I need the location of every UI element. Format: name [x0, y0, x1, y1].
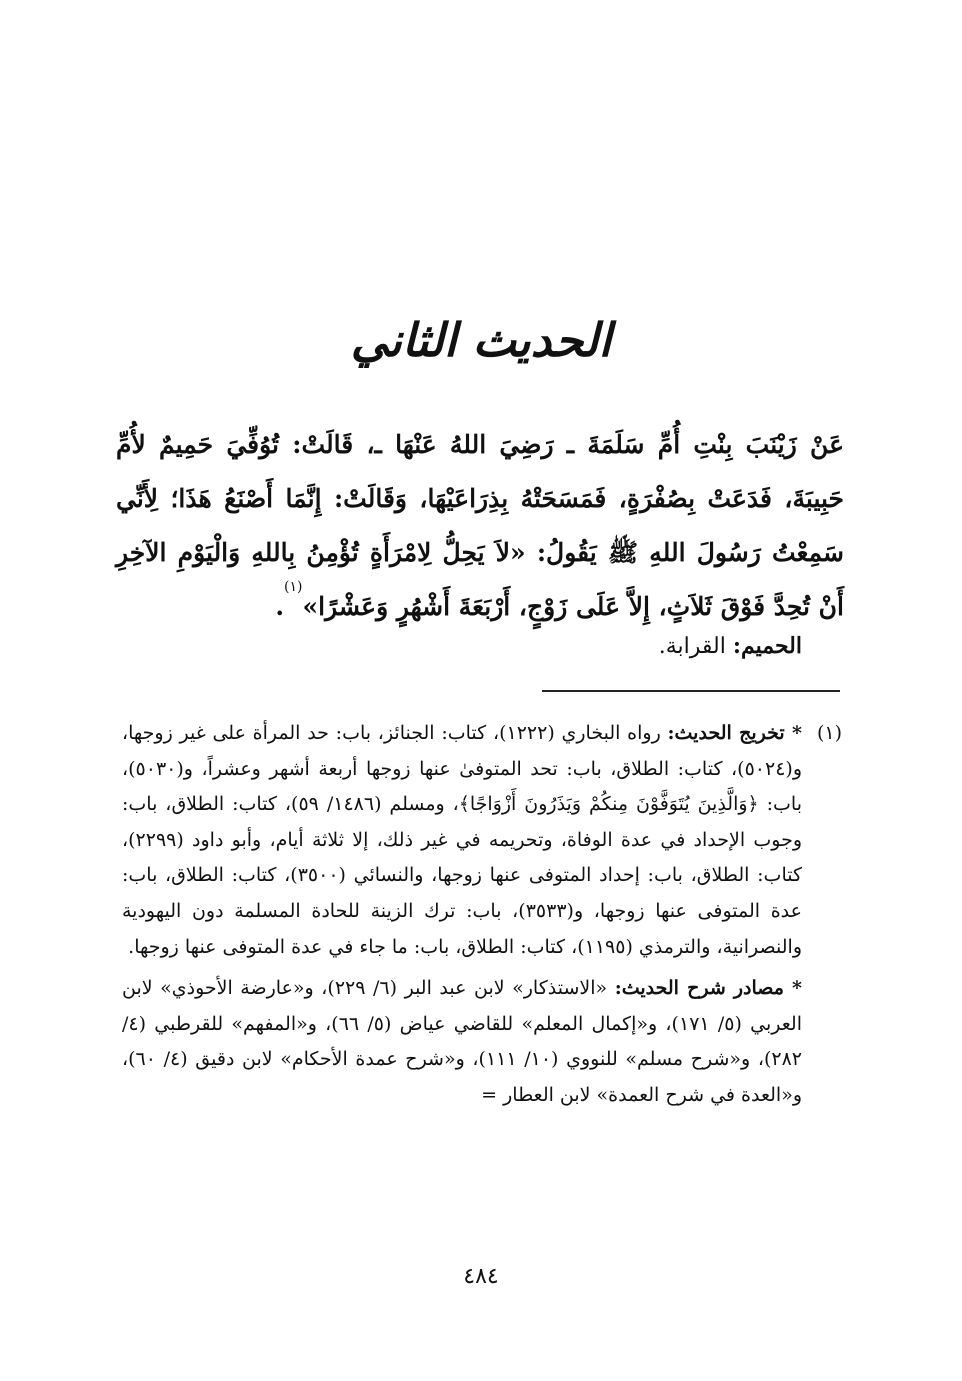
gloss-definition: القرابة.	[658, 634, 726, 659]
footnote-heading: * مصادر شرح الحديث:	[614, 977, 802, 1000]
hadith-body: عَنْ زَيْنَبَ بِنْتِ أُمِّ سَلَمَةَ ـ رَضِيَ اللهُ عَنْهَا ـ، قَالَتْ: تُوُفِّيَ حَمِيمٌ لأُمِّ حَبِيبَةَ، فَدَعَتْ بِصُفْرَةٍ، فَمَسَحَتْهُ بِذِرَاعَيْهَا، وَقَالَتْ: إِنَّمَا أَصْنَعُ هَذَا؛ لِأَنِّي سَمِعْتُ رَسُولَ اللهِ ﷺ يَقُولُ: «لاَ يَحِلُّ لِامْرَأَةٍ تُؤْمِنُ بِاللهِ وَالْيَوْمِ الآخِرِ أَنْ تُحِدَّ فَوْقَ ثَلاَثٍ، إِلاَّ عَلَى زَوْجٍ، أَرْبَعَةَ أَشْهُرٍ وَعَشْرًا»	[116, 430, 844, 621]
hadith-text	[116, 418, 844, 634]
footnote-marker: (١)	[284, 579, 303, 595]
gloss-term: الحميم:	[732, 633, 802, 659]
footnote-text: رواه البخاري (١٢٢٢)، كتاب: الجنائز، باب: حد المرأة على غير زوجها، و(٥٠٢٤)، كتاب: الطلاق، باب: تحد المتوفىٰ عنها زوجها أربعة أشهر وعشراً، و(٥٠٣٠)، باب: ﴿وَالَّذِينَ يُتَوَفَّوْنَ مِنكُمْ وَيَذَرُونَ أَزْوَاجًا﴾، ومسلم (١٤٨٦/ ٥٩)، كتاب: الطلاق، باب: وجوب الإحداد في عدة الوفاة، وتحريمه في غير ذلك، إلا ثلاثة أيام، وأبو داود (٢٢٩٩)، كتاب: الطلاق، باب: إحداد المتوفى عنها زوجها، والنسائي (٣٥٠٠)، كتاب: الطلاق، باب: عدة المتوفى عنها زوجها، و(٣٥٣٣)، باب: ترك الزينة للحادة المسلمة دون اليهودية والنصرانية، والترمذي (١١٩٥)، كتاب: الطلاق، باب: ما جاء في عدة المتوفى عنها زوجها.	[122, 722, 803, 958]
hadith-end: .	[275, 592, 285, 621]
gloss-line	[659, 628, 802, 665]
chapter-title: الحديث الثاني	[350, 313, 612, 367]
page-number: ٤٨٤	[463, 1264, 499, 1289]
footnotes-section	[122, 716, 842, 1114]
footnote-text: «الاستذكار» لابن عبد البر (٦/ ٢٢٩)، و«عارضة الأحوذي» لابن العربي (٥/ ١٧١)، و«إكمال المعلم» للقاضي عياض (٥/ ٦٦)، و«المفهم» للقرطبي (٤/ ٢٨٢)، و«شرح مسلم» للنووي (١٠/ ١١١)، و«شرح عمدة الأحكام» لابن دقيق (٤/ ٦٠)، و«العدة في شرح العمدة» لابن العطار =	[122, 977, 802, 1106]
footnote-heading: * تخريج الحديث:	[667, 722, 802, 744]
footnote-item	[122, 716, 842, 965]
footnote-paragraph	[122, 971, 842, 1113]
footnote-separator	[542, 690, 840, 692]
footnote-number: (١)	[816, 722, 842, 744]
